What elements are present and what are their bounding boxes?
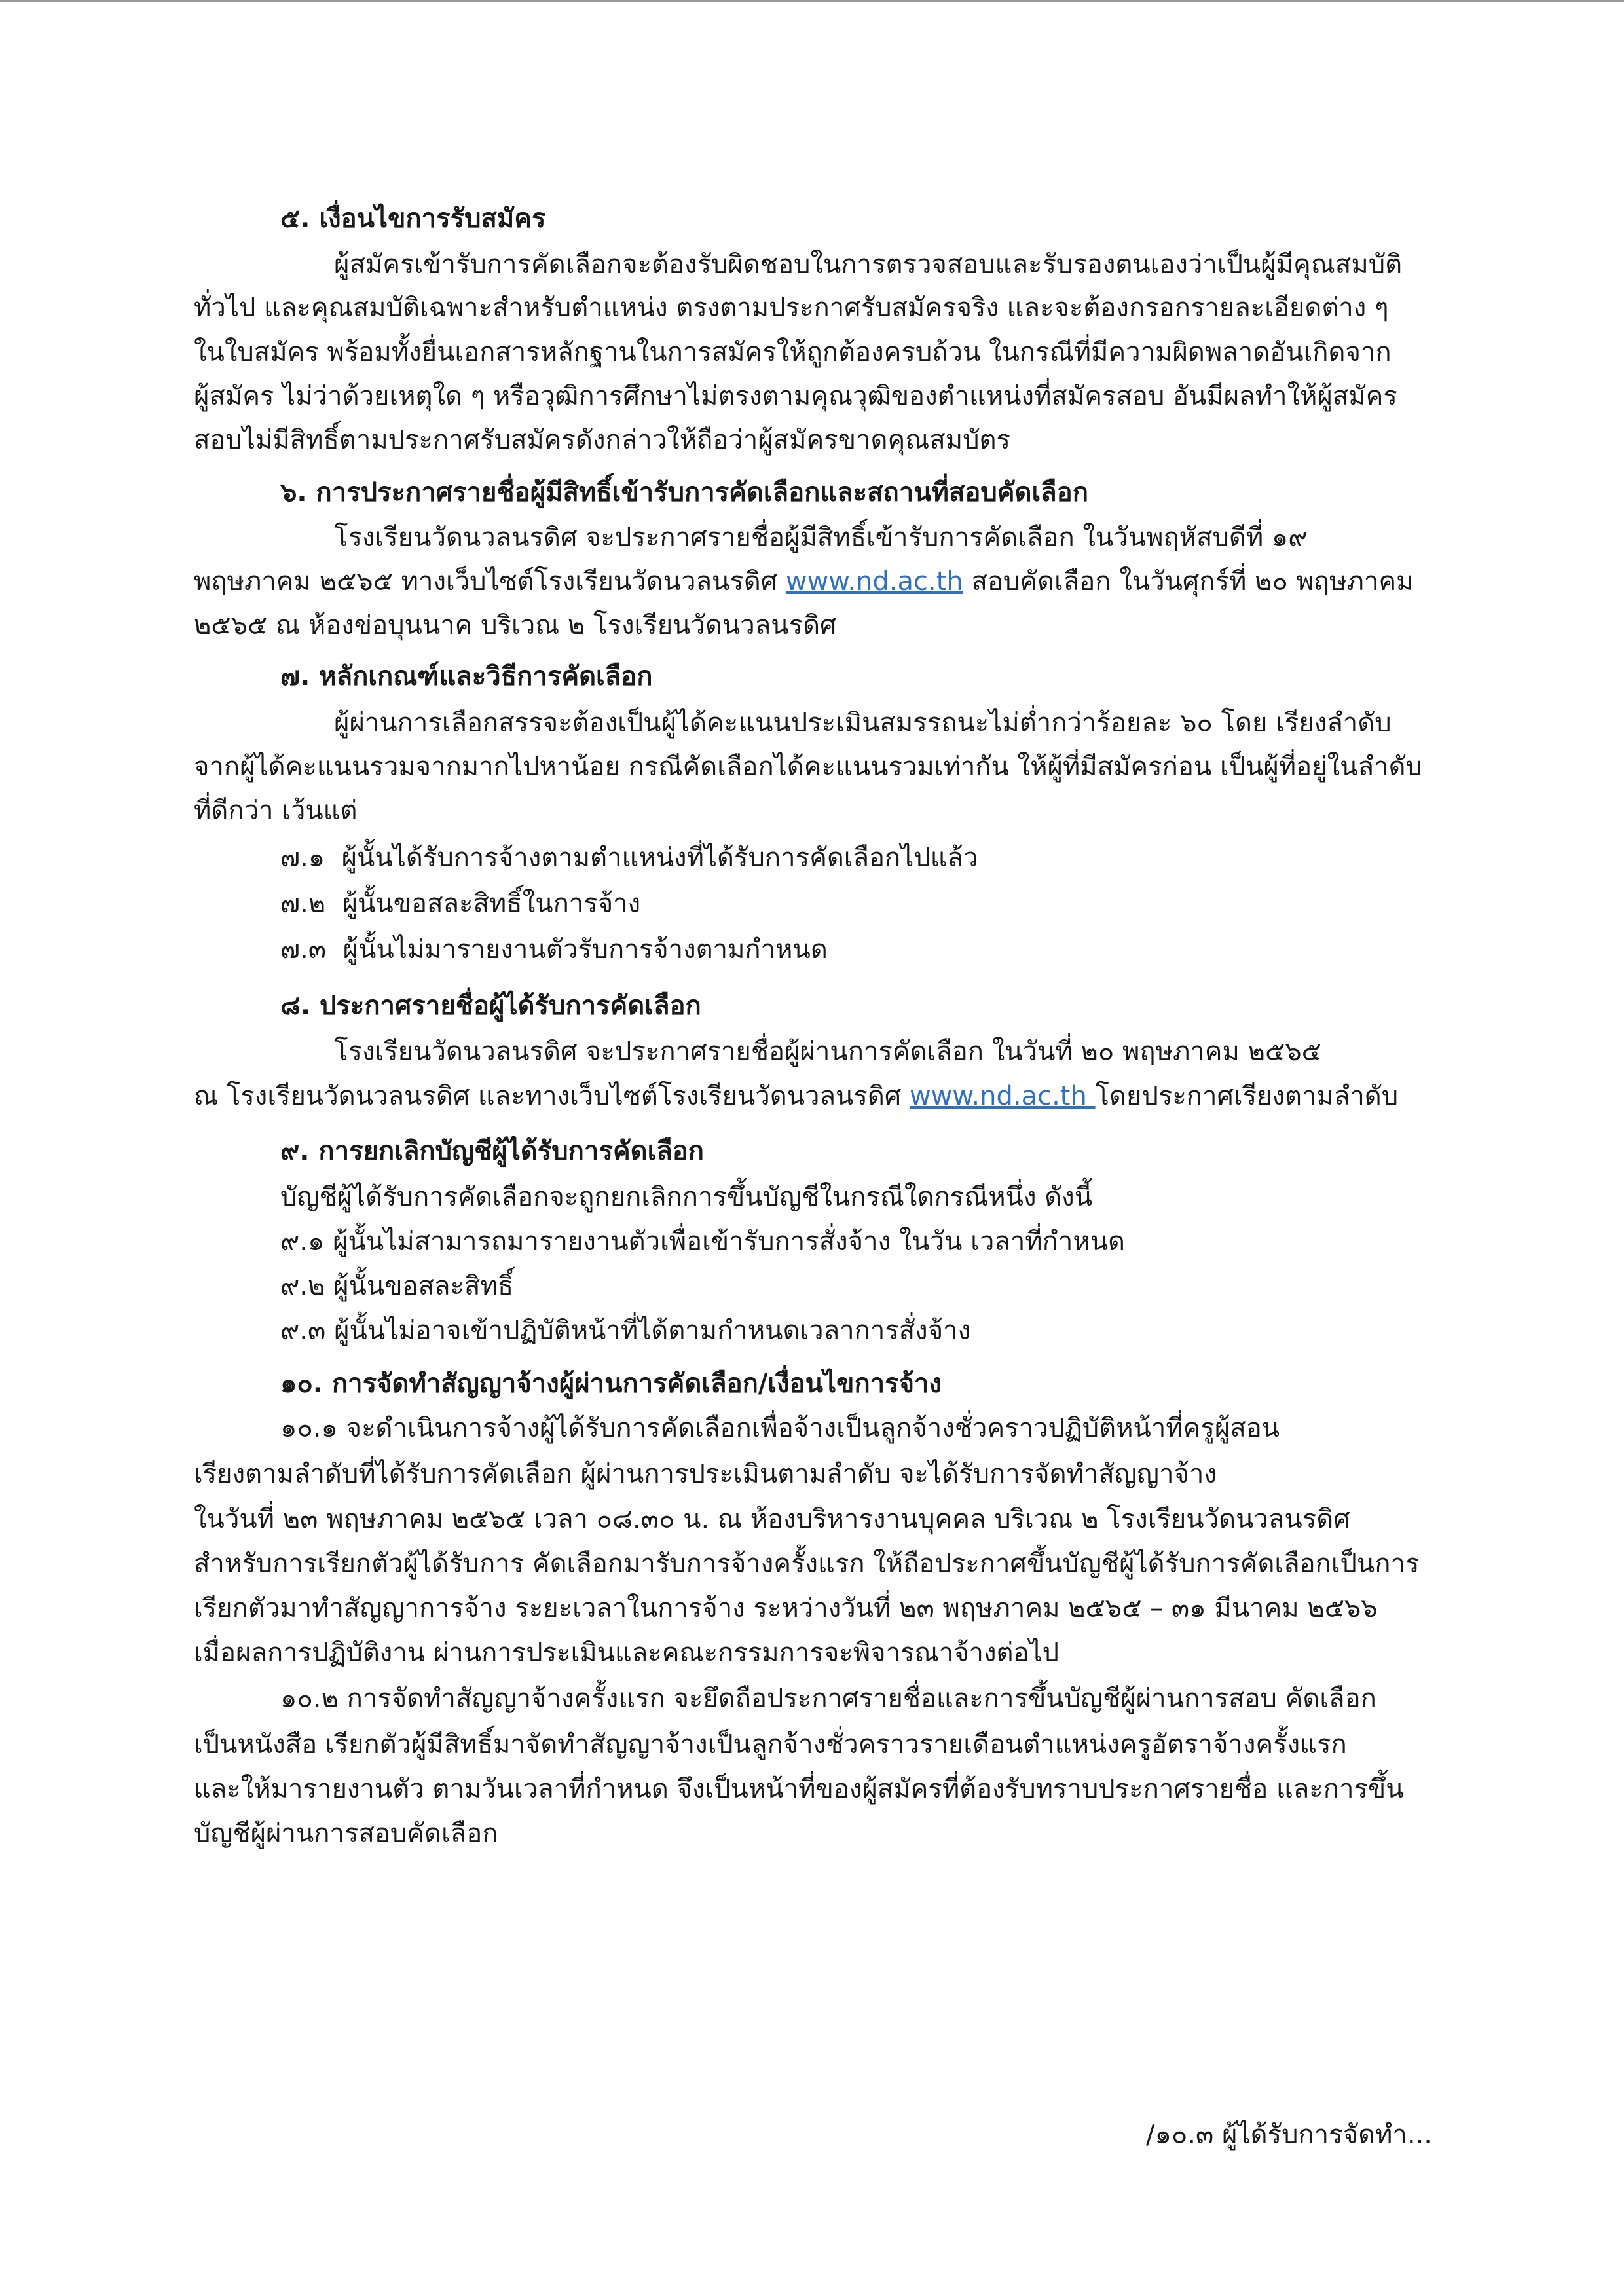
section-5-line-3: ในใบสมัคร พร้อมทั้งยื่นเอกสารหลักฐานในการสมัครให้ถูกต้องครบถ้วน ในกรณีที่มีความผิดพลาดอันเกิดจาก	[194, 337, 1392, 367]
section-10-1-line-1: ๑๐.๑ จะดำเนินการจ้างผู้ได้รับการคัดเลือกเพื่อจ้างเป็นลูกจ้างชั่วคราวปฏิบัติหน้าที่ครูผู้สอน	[280, 1413, 1280, 1443]
section-7-line-2: จากผู้ได้คะแนนรวมจากมากไปหาน้อย กรณีคัดเลือกได้คะแนนรวมเท่ากัน ให้ผู้ที่มีสมัครก่อน เป็นผู้ที่อยู่ในลำดับ	[194, 752, 1422, 782]
section-10-1-line-4: สำหรับการเรียกตัวผู้ได้รับการ คัดเลือกมารับการจ้างครั้งแรก ให้ถือประกาศขึ้นบัญชีผู้ได้รับการคัดเลือกเป็นการ	[194, 1549, 1420, 1579]
section-9-line-1: บัญชีผู้ได้รับการคัดเลือกจะถูกยกเลิกการขึ้นบัญชีในกรณีใดกรณีหนึ่ง ดังนี้	[280, 1182, 1093, 1212]
section-6-line-1: โรงเรียนวัดนวลนรดิศ จะประกาศรายชื่อผู้มีสิทธิ์เข้ารับการคัดเลือก ในวันพฤหัสบดีที่ ๑๙	[334, 523, 1308, 553]
website-link[interactable]: www.nd.ac.th	[909, 1081, 1096, 1111]
section-7-item-1: ๗.๑ ผู้นั้นได้รับการจ้างตามตำแหน่งที่ได้รับการคัดเลือกไปแล้ว	[280, 843, 978, 873]
section-9-item-2: ๙.๒ ผู้นั้นขอสละสิทธิ์	[280, 1271, 514, 1301]
section-6-line-2-text-b: สอบคัดเลือก ในวันศุกร์ที่ ๒๐ พฤษภาคม	[963, 566, 1414, 597]
section-10-1-line-3: ในวันที่ ๒๓ พฤษภาคม ๒๕๖๕ เวลา ๐๘.๓๐ น. ณ ห้องบริหารงานบุคคล บริเวณ ๒ โรงเรียนวัดนวลนรดิศ	[194, 1504, 1350, 1534]
page-top-border	[0, 0, 1624, 2]
website-link[interactable]: www.nd.ac.th	[785, 566, 963, 597]
section-6-line-2-text-a: พฤษภาคม ๒๕๖๕ ทางเว็บไซต์โรงเรียนวัดนวลนรดิศ	[194, 566, 786, 597]
section-9-item-1: ๙.๑ ผู้นั้นไม่สามารถมารายงานตัวเพื่อเข้ารับการสั่งจ้าง ในวัน เวลาที่กำหนด	[280, 1227, 1126, 1257]
section-5-line-2: ทั่วไป และคุณสมบัติเฉพาะสำหรับตำแหน่ง ตรงตามประกาศรับสมัครจริง และจะต้องกรอกรายละเอียดต่าง ๆ	[194, 293, 1389, 323]
section-8-heading: ๘. ประกาศรายชื่อผู้ได้รับการคัดเลือก	[280, 991, 701, 1021]
section-10-1-line-6: เมื่อผลการปฏิบัติงาน ผ่านการประเมินและคณะกรรมการจะพิจารณาจ้างต่อไป	[194, 1638, 1060, 1668]
section-8-line-2-text-a: ณ โรงเรียนวัดนวลนรดิศ และทางเว็บไซต์โรงเรียนวัดนวลนรดิศ	[194, 1081, 910, 1111]
section-6-heading: ๖. การประกาศรายชื่อผู้มีสิทธิ์เข้ารับการคัดเลือกและสถานที่สอบคัดเลือก	[280, 477, 1088, 508]
section-8-line-2-text-b: โดยประกาศเรียงตามลำดับ	[1095, 1081, 1399, 1111]
section-7-item-3: ๗.๓ ผู้นั้นไม่มารายงานตัวรับการจ้างตามกำหนด	[280, 934, 828, 965]
section-5-line-1: ผู้สมัครเข้ารับการคัดเลือกจะต้องรับผิดชอบในการตรวจสอบและรับรองตนเองว่าเป็นผู้มีคุณสมบัติ	[334, 250, 1403, 280]
section-9-heading: ๙. การยกเลิกบัญชีผู้ได้รับการคัดเลือก	[280, 1136, 704, 1166]
section-10-heading: ๑๐. การจัดทำสัญญาจ้างผู้ผ่านการคัดเลือก/เงื่อนไขการจ้าง	[280, 1369, 942, 1399]
section-7-line-3: ที่ดีกว่า เว้นแต่	[194, 796, 358, 826]
section-8-line-2	[194, 1078, 1438, 1115]
section-10-2-line-2: เป็นหนังสือ เรียกตัวผู้มีสิทธิ์มาจัดทำสัญญาจ้างเป็นลูกจ้างชั่วคราวรายเดือนตำแหน่งครูอัตราจ้างครั้งแรก	[194, 1729, 1347, 1760]
section-7-item-2: ๗.๒ ผู้นั้นขอสละสิทธิ์ในการจ้าง	[280, 889, 641, 919]
section-7-heading: ๗. หลักเกณฑ์และวิธีการคัดเลือก	[280, 661, 653, 692]
page-continuation-note: /๑๐.๓ ผู้ได้รับการจัดทำ...	[1146, 2120, 1433, 2150]
section-10-2-line-4: บัญชีผู้ผ่านการสอบคัดเลือก	[194, 1819, 498, 1849]
section-8-line-1: โรงเรียนวัดนวลนรดิศ จะประกาศรายชื่อผู้ผ่านการคัดเลือก ในวันที่ ๒๐ พฤษภาคม ๒๕๖๕	[334, 1037, 1321, 1067]
section-10-2-line-1: ๑๐.๒ การจัดทำสัญญาจ้างครั้งแรก จะยึดถือประกาศรายชื่อและการขึ้นบัญชีผู้ผ่านการสอบ คัดเลือก	[280, 1684, 1376, 1714]
section-5-heading: ๕. เงื่อนไขการรับสมัคร	[280, 204, 546, 234]
section-10-1-line-5: เรียกตัวมาทำสัญญาการจ้าง ระยะเวลาในการจ้าง ระหว่างวันที่ ๒๓ พฤษภาคม ๒๕๖๕ – ๓๑ มีนาคม ๒๕๖๖	[194, 1593, 1378, 1623]
section-5-line-4: ผู้สมัคร ไม่ว่าด้วยเหตุใด ๆ หรือวุฒิการศึกษาไม่ตรงตามคุณวุฒิของตำแหน่งที่สมัครสอบ อันมีผลทำให้ผู้สมัคร	[194, 381, 1397, 411]
section-10-2-line-3: และให้มารายงานตัว ตามวันเวลาที่กำหนด จึงเป็นหน้าที่ของผู้สมัครที่ต้องรับทราบประกาศรายชื่อ และการขึ้น	[194, 1774, 1404, 1804]
section-6-line-3: ๒๕๖๕ ณ ห้องข่อบุนนาค บริเวณ ๒ โรงเรียนวัดนวลนรดิศ	[194, 610, 837, 640]
section-7-line-1: ผู้ผ่านการเลือกสรรจะต้องเป็นผู้ได้คะแนนประเมินสมรรถนะไม่ต่ำกว่าร้อยละ ๖๐ โดย เรียงลำดับ	[334, 708, 1392, 738]
section-6-line-2	[194, 563, 1438, 600]
section-10-1-line-2: เรียงตามลำดับที่ได้รับการคัดเลือก ผู้ผ่านการประเมินตามลำดับ จะได้รับการจัดทำสัญญาจ้าง	[194, 1459, 1217, 1489]
section-9-item-3: ๙.๓ ผู้นั้นไม่อาจเข้าปฏิบัติหน้าที่ได้ตามกำหนดเวลาการสั่งจ้าง	[280, 1316, 971, 1346]
section-5-line-5: สอบไม่มีสิทธิ์ตามประกาศรับสมัครดังกล่าวให้ถือว่าผู้สมัครขาดคุณสมบัตร	[194, 425, 1010, 455]
